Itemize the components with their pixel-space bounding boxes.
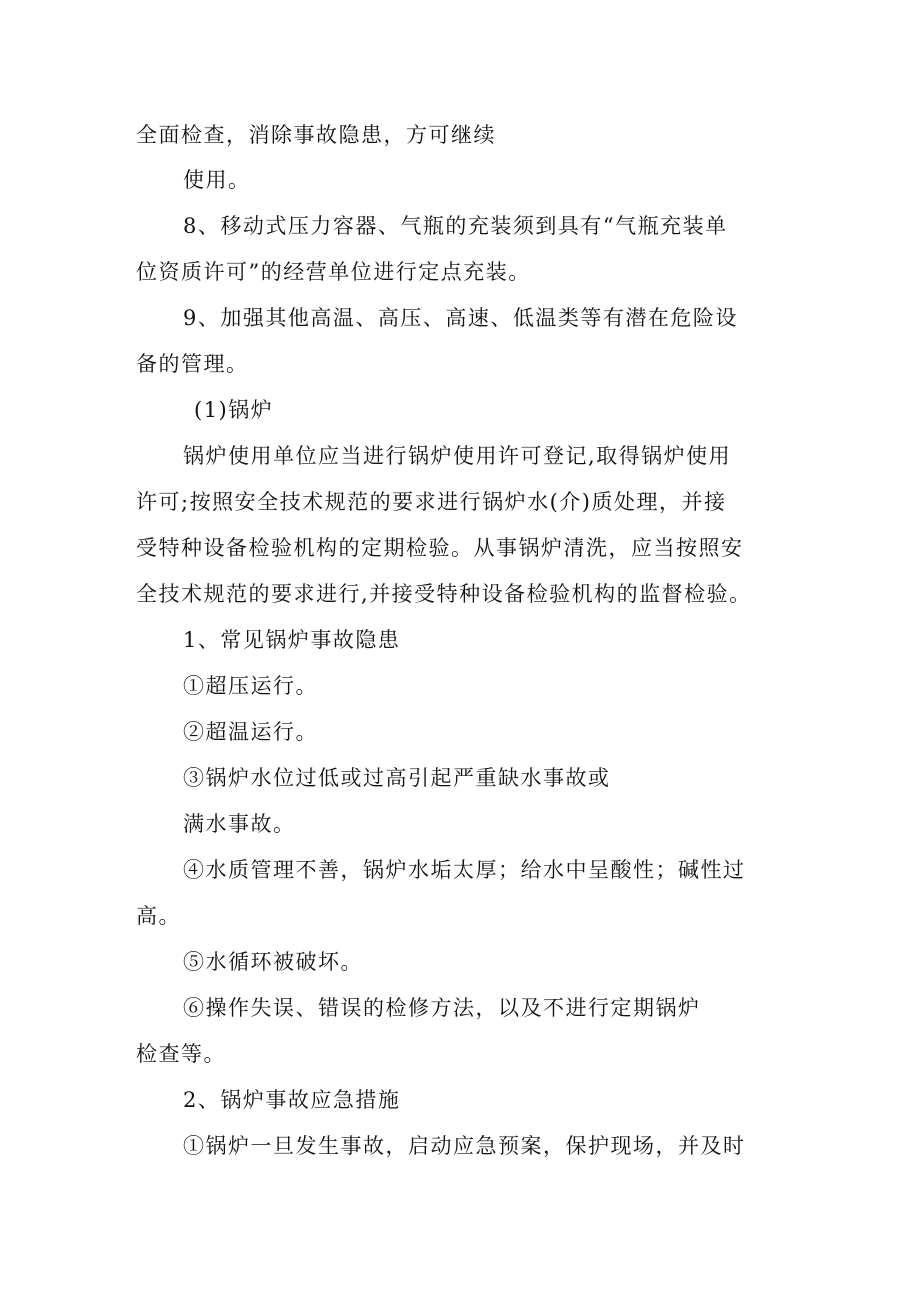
text-line: 锅炉使用单位应当进行锅炉使用许可登记,取得锅炉使用 <box>183 444 732 468</box>
text-line: 位资质许可”的经营单位进行定点充装。 <box>136 260 531 284</box>
list-item: ①锅炉一旦发生事故，启动应急预案，保护现场，并及时 <box>183 1134 746 1158</box>
text-line: 全技术规范的要求进行,并接受特种设备检验机构的监督检验。 <box>136 582 752 606</box>
text-line: 满水事故。 <box>183 812 296 836</box>
text-line: 备的管理。 <box>136 352 249 376</box>
list-item: ⑤水循环被破坏。 <box>183 950 363 974</box>
text-line: 检查等。 <box>136 1042 226 1066</box>
text-line: 许可;按照安全技术规范的要求进行锅炉水(介)质处理，并接 <box>136 490 727 514</box>
list-item: ④水质管理不善，锅炉水垢太厚；给水中呈酸性；碱性过 <box>183 858 746 882</box>
text-line: 使用。 <box>183 168 251 192</box>
numbered-paragraph-8: 8、移动式压力容器、气瓶的充装须到具有“气瓶充装单 <box>183 214 728 238</box>
text-line: 受特种设备检验机构的定期检验。从事锅炉清洗，应当按照安 <box>136 536 744 560</box>
subheading-emergency: 2、锅炉事故应急措施 <box>183 1088 401 1112</box>
numbered-paragraph-9: 9、加强其他高温、高压、高速、低温类等有潜在危险设 <box>183 306 738 330</box>
text-line: 全面检查，消除事故隐患，方可继续 <box>136 123 496 147</box>
section-heading-boiler: (1)锅炉 <box>194 398 274 422</box>
list-item: ③锅炉水位过低或过高引起严重缺水事故或 <box>183 766 611 790</box>
list-item: ⑥操作失误、错误的检修方法，以及不进行定期锅炉 <box>183 996 701 1020</box>
subheading-hazards: 1、常见锅炉事故隐患 <box>183 628 401 652</box>
text-line: 高。 <box>136 904 181 928</box>
list-item: ①超压运行。 <box>183 674 318 698</box>
list-item: ②超温运行。 <box>183 720 318 744</box>
